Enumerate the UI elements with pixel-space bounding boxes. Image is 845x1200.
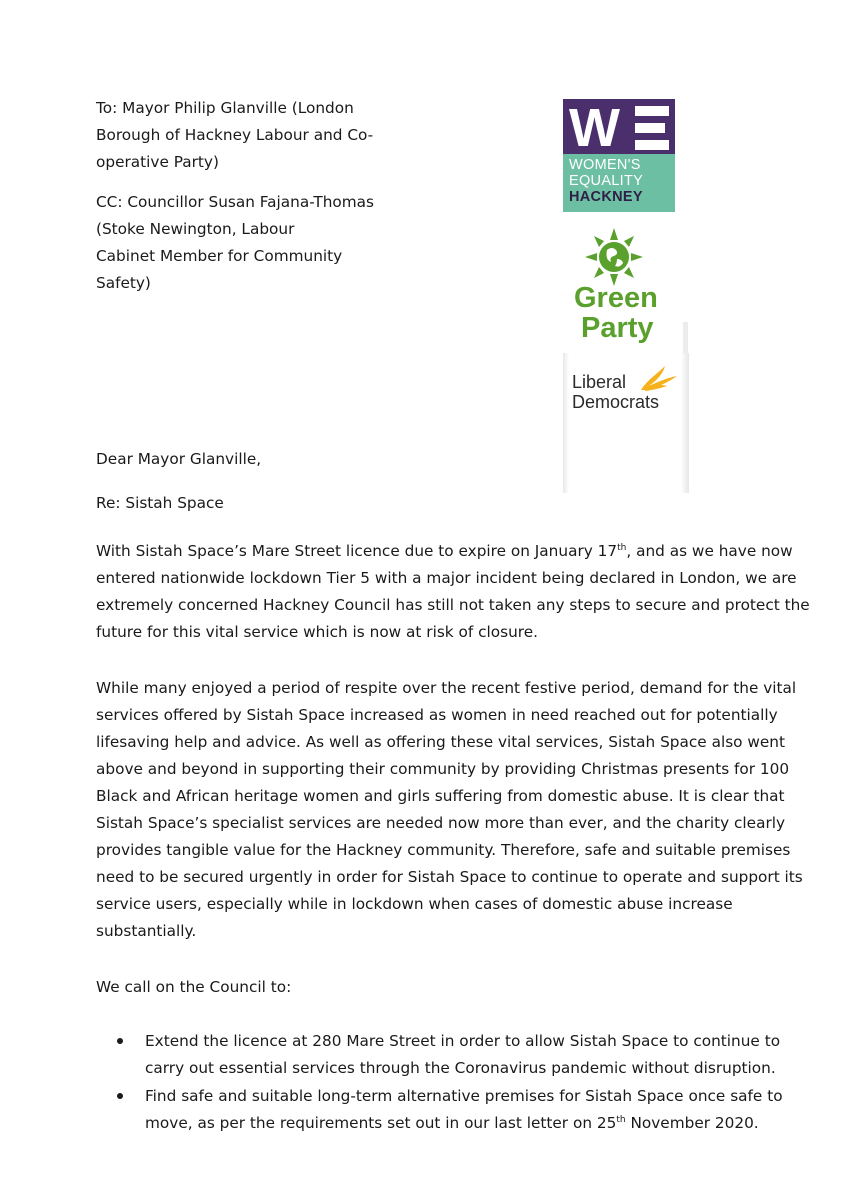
bullet-1-line-2: carry out essential services through the Coronavirus pandemic without disruption. — [145, 1059, 776, 1077]
to-line-3: operative Party) — [96, 153, 219, 171]
green-party-line-1: Green — [574, 282, 658, 314]
salutation: Dear Mayor Glanville, — [96, 450, 262, 468]
cc-line-4: Safety) — [96, 274, 151, 292]
bullet-2-line-2: move, as per the requirements set out in our last letter on 25th November 2020. — [145, 1114, 759, 1132]
cc-line-2: (Stoke Newington, Labour — [96, 220, 295, 238]
para1-line-2: entered nationwide lockdown Tier 5 with a major incident being declared in London, we are — [96, 569, 797, 587]
lib-dems-line-2: Democrats — [572, 392, 660, 412]
para2-line-6: Sistah Space’s specialist services are needed now more than ever, and the charity clearly — [96, 814, 786, 832]
we-logo-bars — [635, 106, 669, 150]
to-line-1: To: Mayor Philip Glanville (London — [96, 99, 354, 117]
green-party-line-2: Party — [581, 312, 654, 344]
para2-line-9: service users, especially while in lockdown when cases of domestic abuse increase — [96, 895, 733, 913]
bullet-dot-1 — [117, 1038, 123, 1044]
logo-edge-shadow — [683, 322, 688, 354]
lib-dems-line-1: Liberal — [572, 372, 627, 392]
we-logo-letter: W — [569, 98, 618, 158]
cc-line-1: CC: Councillor Susan Fajana-Thomas — [96, 193, 375, 211]
para2-line-8: need to be secured urgently in order for Sistah Space to continue to operate and support its — [96, 868, 803, 886]
para2-line-1: While many enjoyed a period of respite over the recent festive period, demand for the vital — [96, 679, 797, 697]
para2-line-3: lifesaving help and advice. As well as offering these vital services, Sistah Space also went — [96, 733, 786, 751]
para2-line-4: above and beyond in supporting their community by providing Christmas presents for 100 — [96, 760, 790, 778]
womens-equality-logo — [563, 99, 675, 212]
green-party-sunflower-icon — [583, 226, 645, 288]
bullet-2-line-1: Find safe and suitable long-term alternative premises for Sistah Space once safe to — [145, 1087, 783, 1105]
para1-line-3: extremely concerned Hackney Council has still not taken any steps to secure and protect the — [96, 596, 810, 614]
lib-dems-bird-icon — [637, 364, 679, 394]
we-logo-line-3: HACKNEY — [569, 189, 643, 205]
we-logo-line-1: WOMEN'S — [569, 157, 641, 173]
to-line-2: Borough of Hackney Labour and Co- — [96, 126, 374, 144]
cc-line-3: Cabinet Member for Community — [96, 247, 343, 265]
para1-line-1: With Sistah Space’s Mare Street licence due to expire on January 17th, and as we have now — [96, 542, 793, 560]
subject-line: Re: Sistah Space — [96, 494, 224, 512]
call-intro: We call on the Council to: — [96, 978, 292, 996]
we-logo-line-2: EQUALITY — [569, 173, 644, 189]
para2-line-2: services offered by Sistah Space increased as women in need reached out for potentially — [96, 706, 778, 724]
para2-line-7: provides tangible value for the Hackney community. Therefore, safe and suitable premises — [96, 841, 791, 859]
para2-line-5: Black and African heritage women and girls suffering from domestic abuse. It is clear that — [96, 787, 785, 805]
para2-line-10: substantially. — [96, 922, 197, 940]
bullet-1-line-1: Extend the licence at 280 Mare Street in order to allow Sistah Space to continue to — [145, 1032, 781, 1050]
lib-dems-logo — [563, 353, 689, 493]
bullet-dot-2 — [117, 1093, 123, 1099]
para1-line-4: future for this vital service which is now at risk of closure. — [96, 623, 539, 641]
